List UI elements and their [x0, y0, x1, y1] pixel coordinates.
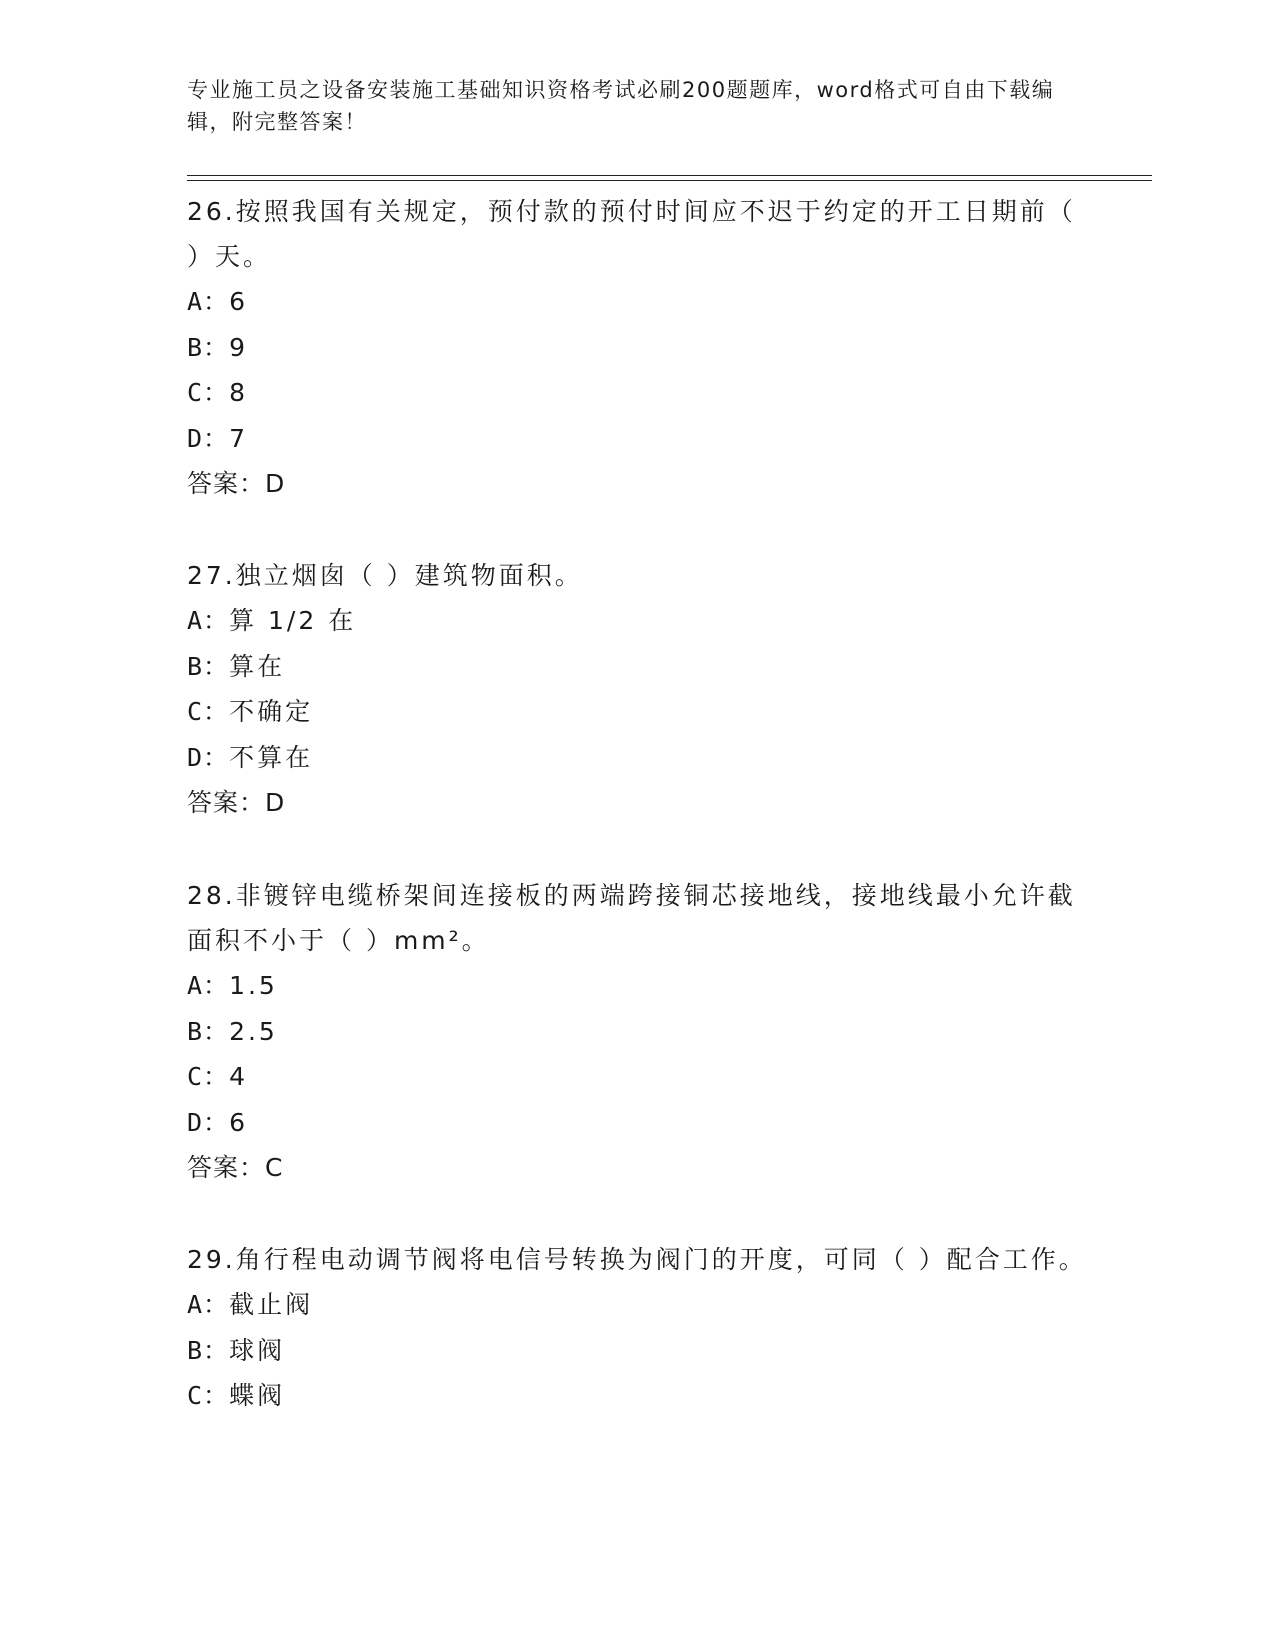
option-label: C： — [187, 378, 230, 407]
question-27 — [187, 553, 1087, 825]
option-label: C： — [187, 697, 230, 726]
question-26 — [187, 189, 1087, 506]
question-stem: 27.独立烟囱（ ）建筑物面积。 — [187, 561, 583, 590]
option-b — [187, 1328, 1087, 1374]
option-c — [187, 1373, 1087, 1419]
option-d — [187, 416, 1087, 462]
answer-line: 答案：C — [187, 1153, 284, 1182]
option-c — [187, 1054, 1087, 1100]
answer-line: 答案：D — [187, 469, 286, 498]
option-d — [187, 1100, 1087, 1146]
option-label: C： — [187, 1062, 230, 1091]
question-29 — [187, 1237, 1087, 1419]
header-rule-bottom — [187, 180, 1152, 181]
option-b — [187, 1009, 1087, 1055]
option-text: 蝶阀 — [229, 1381, 286, 1410]
question-stem: 29.角行程电动调节阀将电信号转换为阀门的开度，可同（ ）配合工作。 — [187, 1245, 1087, 1274]
option-text: 6 — [229, 287, 248, 316]
option-text: 算在 — [229, 651, 286, 681]
option-d — [187, 735, 1087, 781]
option-a — [187, 279, 1087, 325]
option-label: D： — [187, 1107, 230, 1137]
option-a — [187, 963, 1087, 1009]
option-text: 不确定 — [229, 697, 314, 726]
option-c — [187, 370, 1087, 416]
option-text: 6 — [229, 1107, 248, 1137]
option-label: B： — [187, 332, 230, 362]
option-text: 不算在 — [229, 742, 314, 772]
option-text: 截止阀 — [229, 1290, 314, 1319]
option-a — [187, 598, 1087, 644]
option-label: D： — [187, 742, 230, 772]
question-28 — [187, 873, 1087, 1190]
option-label: B： — [187, 1016, 230, 1046]
option-a — [187, 1282, 1087, 1328]
question-stem: 28.非镀锌电缆桥架间连接板的两端跨接铜芯接地线，接地线最小允许截面积不小于（ ）mm²。 — [187, 881, 1076, 955]
option-label: A： — [187, 606, 230, 635]
option-label: B： — [187, 651, 230, 681]
option-label: D： — [187, 423, 230, 453]
option-text: 8 — [229, 378, 248, 407]
question-stem: 26.按照我国有关规定，预付款的预付时间应不迟于约定的开工日期前（ ）天。 — [187, 197, 1076, 271]
answer-line: 答案：D — [187, 788, 286, 817]
option-text: 1.5 — [229, 971, 278, 1000]
option-c — [187, 689, 1087, 735]
option-b — [187, 644, 1087, 690]
option-text: 算 1/2 在 — [229, 606, 357, 635]
option-b — [187, 325, 1087, 371]
option-label: A： — [187, 1290, 230, 1319]
option-label: C： — [187, 1381, 230, 1410]
option-text: 2.5 — [229, 1016, 278, 1046]
option-text: 球阀 — [229, 1335, 286, 1365]
option-label: A： — [187, 971, 230, 1000]
document-header: 专业施工员之设备安装施工基础知识资格考试必刷200题题库，word格式可自由下载编辑，附完整答案！ — [187, 78, 1055, 134]
option-label: A： — [187, 287, 230, 316]
header-rule-top — [187, 175, 1152, 176]
option-label: B： — [187, 1335, 230, 1365]
option-text: 7 — [229, 423, 248, 453]
option-text: 9 — [229, 332, 248, 362]
option-text: 4 — [229, 1062, 248, 1091]
